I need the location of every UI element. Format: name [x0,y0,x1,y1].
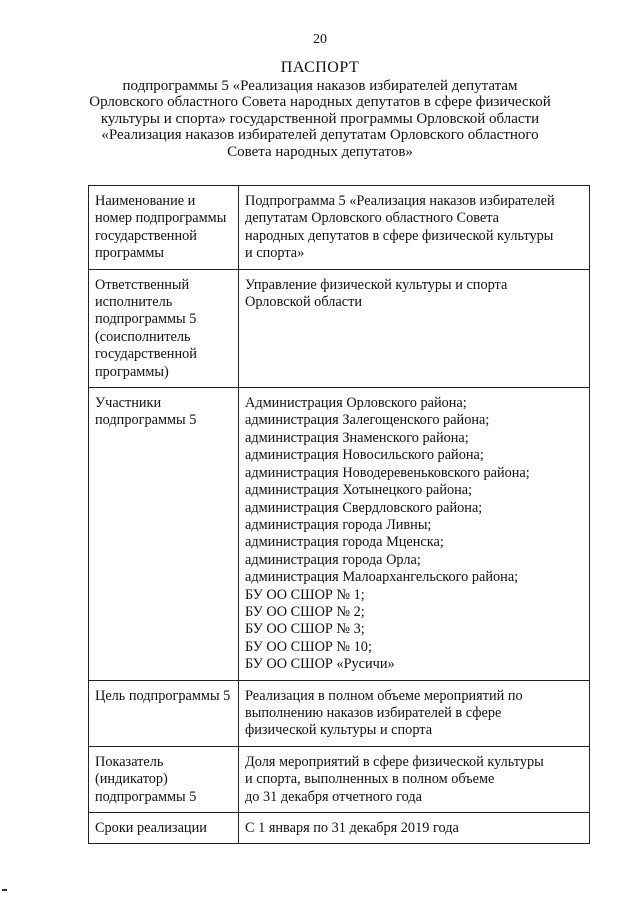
row-label-line: Показатель [95,753,164,770]
row-content-cell [239,746,590,812]
row-label-cell [89,186,239,270]
row-content-line: БУ ОО СШОР № 1; [245,586,365,603]
page-number: 20 [313,32,327,47]
row-content-line: до 31 декабря отчетного года [245,788,423,805]
row-content-line: администрация Малоархангельского района; [245,569,519,586]
row-content-cell [239,186,590,270]
row-content-line: физической культуры и спорта [245,722,433,739]
row-content-line: администрация Залегощенского района; [245,412,490,429]
heading-line: Совета народных депутатов» [227,143,413,160]
row-label-line: (соисполнитель [95,328,191,345]
row-label-cell [89,269,239,387]
row-label-line: Цель подпрограммы 5 [95,687,231,704]
row-label-cell [89,813,239,844]
row-content-line: администрация Свердловского района; [245,499,483,516]
row-content-line: народных депутатов в сфере физической культуры [245,227,554,244]
row-label-line: исполнитель [95,294,173,311]
row-label-line: Наименование и [95,193,196,209]
table-row [89,186,590,270]
row-label-cell [89,680,239,746]
row-content-line: выполнению наказов избирателей в сфере [245,704,502,721]
row-content-line: и спорта, выполненных в полном объеме [245,771,495,788]
row-content-cell [239,269,590,387]
row-label-cell [89,746,239,812]
passport-table [88,185,590,844]
row-content-line: БУ ОО СШОР «Русичи» [245,656,395,673]
heading-title: ПАСПОРТ [280,59,360,76]
heading-line: Орловского областного Совета народных депутатов в сфере физической [89,94,551,110]
table-row [89,680,590,746]
row-label-line: государственной [95,227,197,244]
row-content-line: Доля мероприятий в сфере физической культуры [245,753,544,770]
row-content-line: С 1 января по 31 декабря 2019 года [245,820,459,836]
row-label-line: программы [95,245,165,262]
table-row [89,269,590,387]
passport-table-body [89,186,590,844]
row-content-line: администрация Новосильского района; [245,447,484,464]
row-content-line: администрация Знаменского района; [245,429,469,446]
row-label-line: программы) [95,363,169,380]
row-label-line: Участники [95,395,162,412]
row-content-line: администрация города Ливны; [245,516,432,533]
row-label-line: Сроки реализации [95,820,207,836]
row-content-line: администрация города Мценска; [245,534,444,551]
row-label-line: подпрограммы 5 [95,412,197,429]
table-row [89,813,590,844]
row-content-cell [239,388,590,681]
row-content-line: Реализация в полном объеме мероприятий по [245,687,523,704]
row-label-line: подпрограммы 5 [95,311,197,328]
row-label-line: подпрограммы 5 [95,788,197,805]
row-label-line: государственной [95,346,197,363]
row-content-line: и спорта» [245,245,305,262]
table-row [89,388,590,681]
row-content-line: администрация города Орла; [245,551,421,568]
row-content-line: администрация Новодеревеньковского района; [245,464,530,481]
heading-line: «Реализация наказов избирателей депутатам Орловского областного [101,127,539,143]
row-label-cell [89,388,239,681]
row-label-line: (индикатор) [95,771,168,788]
margin-mark [2,889,7,891]
row-content-line: Орловской области [245,294,362,311]
row-content-line: БУ ОО СШОР № 3; [245,621,365,638]
document-heading [70,60,570,160]
row-content-line: депутатам Орловского областного Совета [245,210,500,227]
row-content-line: БУ ОО СШОР № 10; [245,638,372,655]
row-content-line: Подпрограмма 5 «Реализация наказов избирателей [245,193,555,209]
row-content-line: администрация Хотынецкого района; [245,482,473,499]
row-label-line: Ответственный [95,276,190,293]
table-row [89,746,590,812]
row-content-line: БУ ОО СШОР № 2; [245,603,365,620]
heading-line: подпрограммы 5 «Реализация наказов избирателей депутатам [122,77,518,94]
row-content-cell [239,680,590,746]
row-content-line: Администрация Орловского района; [245,395,467,412]
row-label-line: номер подпрограммы [95,210,227,227]
row-content-cell [239,813,590,844]
heading-line: культуры и спорта» государственной программы Орловской области [100,110,540,127]
row-content-line: Управление физической культуры и спорта [245,276,508,293]
